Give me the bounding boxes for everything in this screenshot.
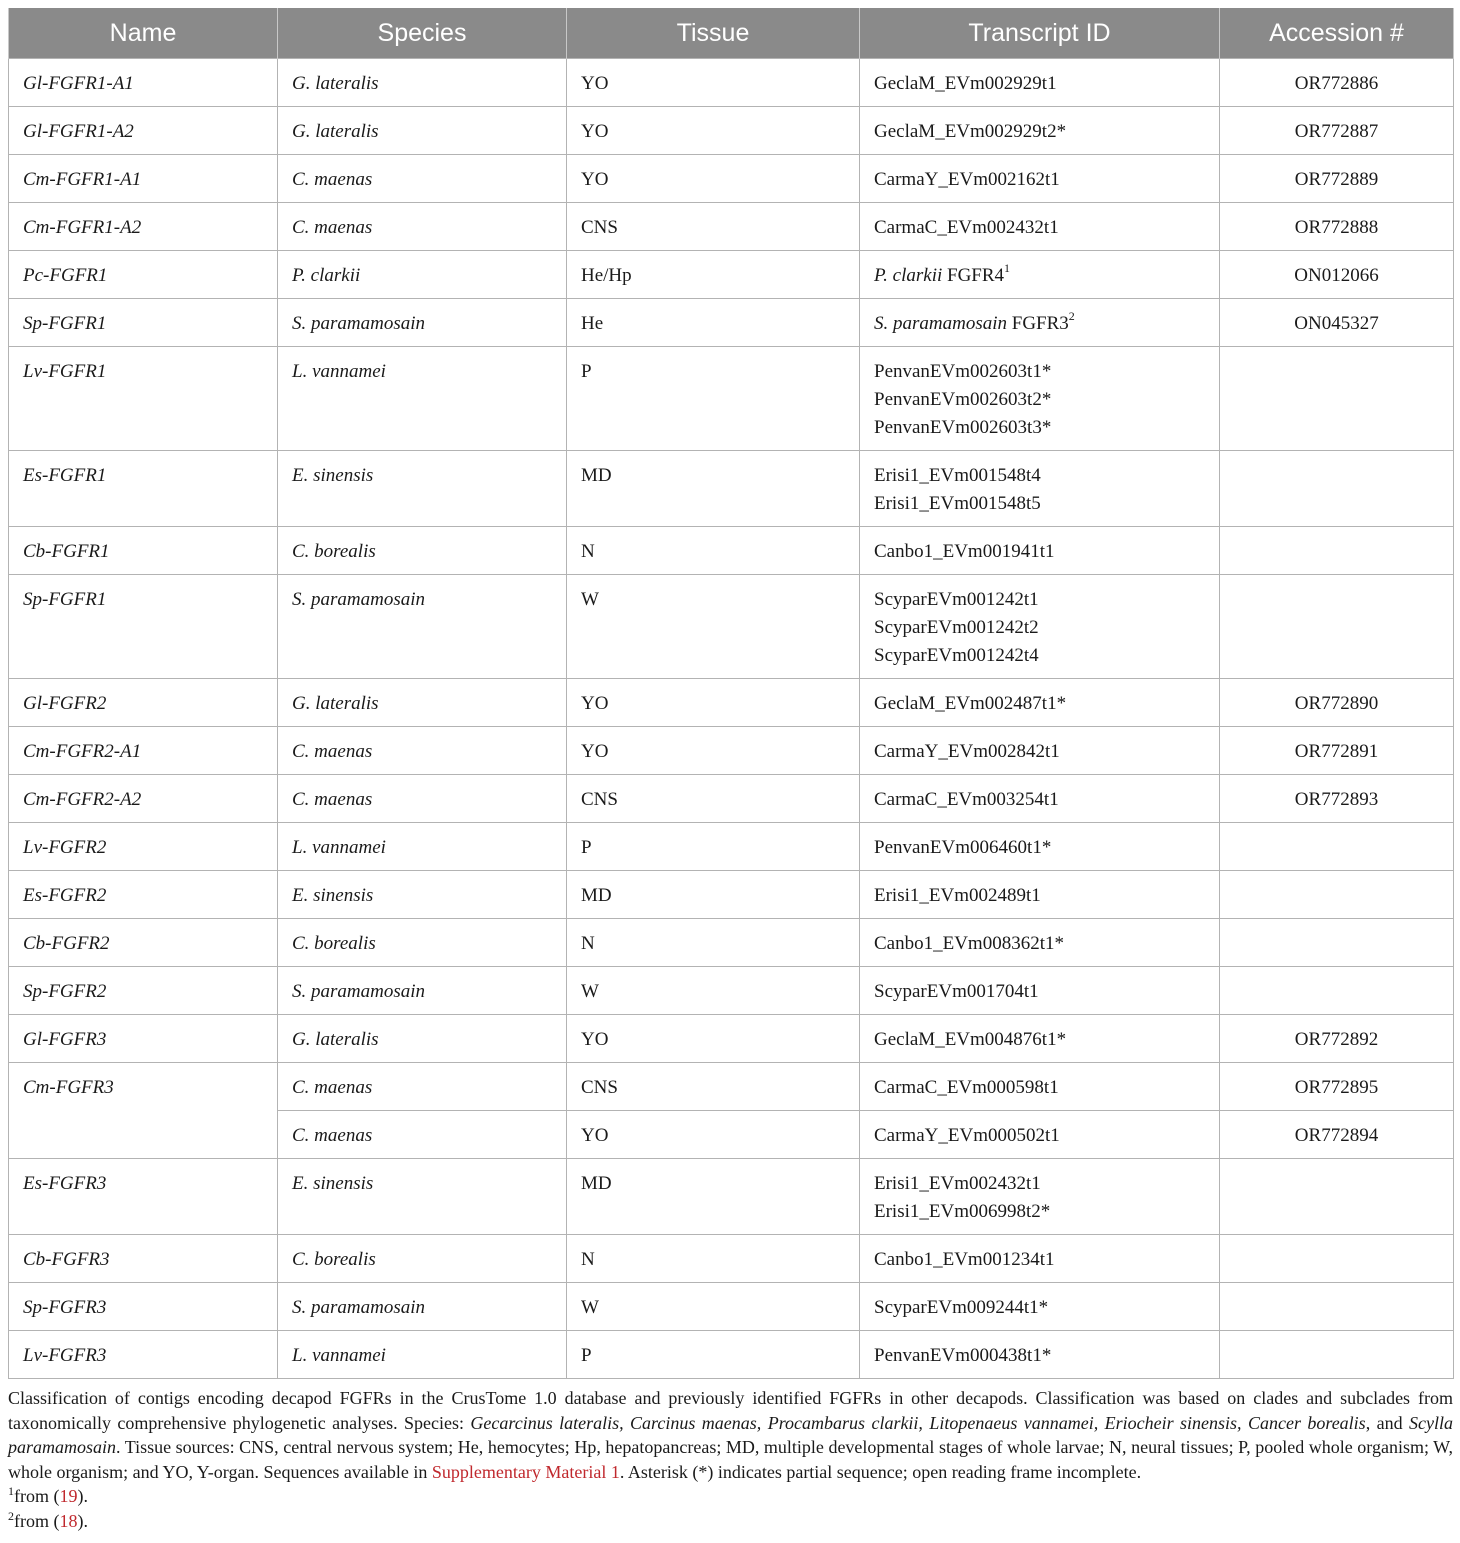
table-row [9,775,1454,823]
cell-transcript-id [860,155,1220,203]
transcript-id: ScyparEVm001242t1 [874,589,1039,610]
cell-accession [1220,1235,1454,1283]
cell-accession [1220,575,1454,679]
cell-tissue: YO [567,155,860,203]
table-row [9,823,1454,871]
cell-name: Cb-FGFR1 [9,527,278,575]
cell-species: S. paramamosain [278,1283,567,1331]
transcript-id: CarmaY_EVm002162t1 [874,169,1060,190]
cell-species: L. vannamei [278,823,567,871]
transcript-id: PenvanEVm002603t3* [874,417,1052,438]
table-row [9,967,1454,1015]
cell-tissue: N [567,919,860,967]
cell-accession: ON012066 [1220,251,1454,299]
cell-transcript-id [860,527,1220,575]
cell-accession [1220,347,1454,451]
cell-species: G. lateralis [278,679,567,727]
cell-transcript-id [860,451,1220,527]
table-row [9,919,1454,967]
cell-tissue: P [567,347,860,451]
table-row [9,575,1454,679]
table-row [9,347,1454,451]
header-accession: Accession # [1220,8,1454,59]
transcript-species: P. clarkii [874,265,943,286]
cell-species: C. maenas [278,1063,567,1111]
cell-transcript-id [860,967,1220,1015]
transcript-gene: FGFR3 [1007,313,1069,334]
cell-species: C. maenas [278,203,567,251]
transcript-gene: FGFR4 [942,265,1005,286]
cell-name: Gl-FGFR1-A1 [9,59,278,107]
table-row [9,1159,1454,1235]
cell-accession: OR772888 [1220,203,1454,251]
transcript-id: Canbo1_EVm001941t1 [874,541,1055,562]
cell-tissue: MD [567,1159,860,1235]
cell-accession [1220,871,1454,919]
cell-accession [1220,527,1454,575]
transcript-id: ScyparEVm009244t1* [874,1297,1049,1318]
cell-tissue: He [567,299,860,347]
table-row [9,451,1454,527]
cell-accession [1220,1283,1454,1331]
cell-name: Gl-FGFR1-A2 [9,107,278,155]
table-row [9,527,1454,575]
footnote-marker: 2 [1068,308,1075,323]
cell-species: S. paramamosain [278,575,567,679]
cell-name: Cm-FGFR3 [9,1063,278,1159]
cell-species: E. sinensis [278,1159,567,1235]
transcript-id: Canbo1_EVm008362t1* [874,933,1064,954]
cell-species: L. vannamei [278,347,567,451]
cell-species: G. lateralis [278,107,567,155]
cell-tissue: N [567,527,860,575]
cell-accession [1220,1331,1454,1379]
cell-transcript-id [860,203,1220,251]
cell-tissue: YO [567,1111,860,1159]
cell-transcript-id [860,299,1220,347]
cell-transcript-id [860,871,1220,919]
cell-name: Sp-FGFR1 [9,299,278,347]
cell-transcript-id [860,919,1220,967]
cell-species: G. lateralis [278,59,567,107]
cell-transcript-id [860,575,1220,679]
cell-transcript-id [860,1159,1220,1235]
transcript-id: Erisi1_EVm002432t1 [874,1173,1041,1194]
header-species: Species [278,8,567,59]
cell-name: Sp-FGFR1 [9,575,278,679]
cell-species: C. maenas [278,775,567,823]
transcript-id: CarmaY_EVm000502t1 [874,1125,1060,1146]
transcript-id: GeclaM_EVm002929t1 [874,73,1057,94]
cell-name: Lv-FGFR1 [9,347,278,451]
cell-accession [1220,1159,1454,1235]
cell-accession [1220,451,1454,527]
cell-name: Gl-FGFR2 [9,679,278,727]
cell-name: Gl-FGFR3 [9,1015,278,1063]
species-names: Gecarcinus lateralis, Carcinus maenas, Procambarus clarkii, Litopenaeus vannamei, Eriocheir sinensis, Cancer borealis [470,1412,1366,1433]
table-row [9,727,1454,775]
transcript-id: ScyparEVm001242t2 [874,617,1039,638]
cell-name: Es-FGFR2 [9,871,278,919]
ref-link-19[interactable]: 19 [59,1486,78,1506]
table-row [9,203,1454,251]
cell-transcript-id [860,1063,1220,1111]
header-row [9,8,1454,59]
cell-species: E. sinensis [278,451,567,527]
transcript-id: GeclaM_EVm002929t2* [874,121,1067,142]
footnote-marker: 1 [1004,260,1011,275]
transcript-id: Erisi1_EVm001548t5 [874,493,1041,514]
cell-tissue: CNS [567,1063,860,1111]
cell-transcript-id [860,679,1220,727]
cell-accession: OR772891 [1220,727,1454,775]
table-row [9,299,1454,347]
cell-tissue: YO [567,679,860,727]
supplementary-link[interactable]: Supplementary Material 1 [431,1461,620,1482]
cell-accession: ON045327 [1220,299,1454,347]
cell-accession: OR772889 [1220,155,1454,203]
cell-name: Cm-FGFR1-A1 [9,155,278,203]
cell-accession [1220,919,1454,967]
cell-name: Sp-FGFR2 [9,967,278,1015]
cell-species: G. lateralis [278,1015,567,1063]
cell-accession: OR772890 [1220,679,1454,727]
cell-species: C. maenas [278,727,567,775]
cell-name: Cm-FGFR2-A1 [9,727,278,775]
transcript-id: ScyparEVm001242t4 [874,645,1039,666]
cell-transcript-id [860,1283,1220,1331]
table-caption [8,1386,1453,1533]
cell-tissue: YO [567,1015,860,1063]
table-row [9,871,1454,919]
footnote-2: $^2$from (18). [8,1508,88,1531]
cell-transcript-id [860,1015,1220,1063]
transcript-id: Canbo1_EVm001234t1 [874,1249,1055,1270]
cell-species: L. vannamei [278,1331,567,1379]
cell-tissue: MD [567,451,860,527]
cell-tissue: CNS [567,775,860,823]
header-transcript-id: Transcript ID [860,8,1220,59]
transcript-id: Erisi1_EVm002489t1 [874,885,1041,906]
table-row [9,1283,1454,1331]
cell-species: P. clarkii [278,251,567,299]
transcript-id: PenvanEVm000438t1* [874,1345,1052,1366]
cell-tissue: P [567,1331,860,1379]
cell-tissue: YO [567,107,860,155]
cell-tissue: YO [567,727,860,775]
fgfr-table [8,8,1454,1379]
cell-name: Sp-FGFR3 [9,1283,278,1331]
cell-tissue: He/Hp [567,251,860,299]
transcript-id: Erisi1_EVm006998t2* [874,1201,1051,1222]
table-row [9,1063,1454,1111]
cell-tissue: MD [567,871,860,919]
table-row [9,251,1454,299]
table-row [9,679,1454,727]
caption-text: Classification of contigs encoding decapod FGFRs in the CrusTome 1.0 database and previously identified FGFRs in other decapods. Classification was based on clades and subclades from taxonomically comprehensive phylogenetic analyses. Species: Gecarcinus lateralis, Carcinus maenas, Procambarus clarkii, Litopenaeus vannamei, Eriocheir sinensis, Cancer borealis, and Scylla paramamosain. Tissue sources: CNS, central nervous system; He, hemocytes; Hp, hepatopancreas; MD, multiple developmental stages of whole larvae; N, neural tissues; P, pooled whole organism; W, whole organism; and YO, Y-organ. Sequences available in Supplementary Material 1. Asterisk (*) indicates partial sequence; open reading frame incomplete. [8,1388,1453,1482]
cell-name: Cb-FGFR3 [9,1235,278,1283]
cell-tissue: YO [567,59,860,107]
transcript-id: CarmaC_EVm003254t1 [874,789,1059,810]
table-row [9,1331,1454,1379]
cell-transcript-id [860,107,1220,155]
cell-species: S. paramamosain [278,299,567,347]
cell-transcript-id [860,1111,1220,1159]
transcript-species: S. paramamosain [874,313,1008,334]
cell-species: E. sinensis [278,871,567,919]
cell-name: Lv-FGFR3 [9,1331,278,1379]
transcript-id: ScyparEVm001704t1 [874,981,1039,1002]
table-row [9,59,1454,107]
transcript-id: PenvanEVm002603t2* [874,389,1052,410]
cell-species: C. borealis [278,1235,567,1283]
cell-tissue: N [567,1235,860,1283]
cell-accession: OR772886 [1220,59,1454,107]
cell-transcript-id [860,1235,1220,1283]
transcript-id: CarmaC_EVm000598t1 [874,1077,1059,1098]
header-tissue: Tissue [567,8,860,59]
cell-name: Pc-FGFR1 [9,251,278,299]
transcript-id: PenvanEVm006460t1* [874,837,1052,858]
cell-transcript-id [860,727,1220,775]
footnote-1: $^1$from (19). [8,1484,88,1506]
cell-tissue: W [567,1283,860,1331]
cell-tissue: W [567,575,860,679]
cell-accession: OR772895 [1220,1063,1454,1111]
cell-name: Es-FGFR1 [9,451,278,527]
cell-name: Cm-FGFR1-A2 [9,203,278,251]
table-row [9,155,1454,203]
cell-species: S. paramamosain [278,967,567,1015]
table-row [9,1235,1454,1283]
transcript-id: CarmaC_EVm002432t1 [874,217,1059,238]
cell-transcript-id [860,1331,1220,1379]
cell-species: C. maenas [278,1111,567,1159]
header-name: Name [9,8,278,59]
cell-species: C. borealis [278,919,567,967]
cell-tissue: CNS [567,203,860,251]
cell-transcript-id [860,823,1220,871]
cell-transcript-id [860,775,1220,823]
table-row [9,1015,1454,1063]
cell-name: Lv-FGFR2 [9,823,278,871]
cell-name: Cb-FGFR2 [9,919,278,967]
cell-transcript-id [860,347,1220,451]
transcript-id: CarmaY_EVm002842t1 [874,741,1060,762]
ref-link-18[interactable]: 18 [59,1510,78,1531]
cell-name: Es-FGFR3 [9,1159,278,1235]
cell-species: C. maenas [278,155,567,203]
transcript-id: GeclaM_EVm002487t1* [874,693,1067,714]
transcript-id: PenvanEVm002603t1* [874,361,1052,382]
cell-transcript-id [860,59,1220,107]
cell-accession: OR772887 [1220,107,1454,155]
cell-tissue: W [567,967,860,1015]
cell-transcript-id [860,251,1220,299]
cell-name: Cm-FGFR2-A2 [9,775,278,823]
cell-accession: OR772892 [1220,1015,1454,1063]
table-row [9,107,1454,155]
cell-accession [1220,823,1454,871]
transcript-id: GeclaM_EVm004876t1* [874,1029,1067,1050]
cell-species: C. borealis [278,527,567,575]
cell-accession: OR772893 [1220,775,1454,823]
cell-accession: OR772894 [1220,1111,1454,1159]
transcript-id: Erisi1_EVm001548t4 [874,465,1041,486]
cell-accession [1220,967,1454,1015]
cell-tissue: P [567,823,860,871]
